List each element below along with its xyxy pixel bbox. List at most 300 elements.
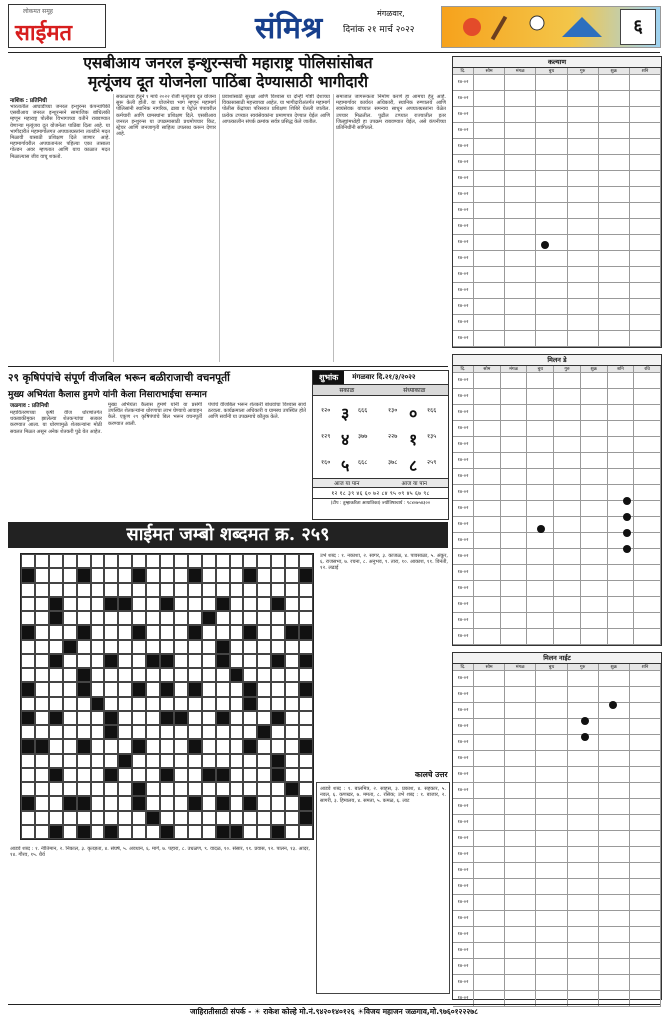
crossword-cell[interactable]	[132, 697, 146, 711]
crossword-cell[interactable]	[230, 554, 244, 568]
crossword-cell[interactable]	[230, 768, 244, 782]
crossword-cell[interactable]	[104, 640, 118, 654]
crossword-cell[interactable]	[188, 754, 202, 768]
crossword-cell[interactable]	[188, 782, 202, 796]
crossword-cell[interactable]	[21, 754, 35, 768]
crossword-cell[interactable]	[63, 654, 77, 668]
crossword-cell[interactable]	[21, 640, 35, 654]
crossword-cell[interactable]	[230, 754, 244, 768]
crossword-cell[interactable]	[202, 640, 216, 654]
crossword-cell[interactable]	[91, 554, 105, 568]
crossword-cell[interactable]	[216, 568, 230, 582]
crossword-cell[interactable]	[146, 640, 160, 654]
crossword-cell[interactable]	[146, 625, 160, 639]
crossword-cell[interactable]	[202, 554, 216, 568]
crossword-cell[interactable]	[91, 625, 105, 639]
crossword-cell[interactable]	[243, 597, 257, 611]
crossword-cell[interactable]	[160, 568, 174, 582]
crossword-cell[interactable]	[243, 768, 257, 782]
crossword-cell[interactable]	[77, 654, 91, 668]
crossword-cell[interactable]	[230, 625, 244, 639]
crossword-cell[interactable]	[104, 739, 118, 753]
crossword-cell[interactable]	[243, 782, 257, 796]
crossword-cell[interactable]	[104, 682, 118, 696]
crossword-cell[interactable]	[21, 825, 35, 839]
crossword-cell[interactable]	[104, 811, 118, 825]
crossword-cell[interactable]	[77, 697, 91, 711]
crossword-cell[interactable]	[174, 568, 188, 582]
crossword-cell[interactable]	[104, 583, 118, 597]
crossword-cell[interactable]	[285, 640, 299, 654]
crossword-cell[interactable]	[49, 554, 63, 568]
crossword-cell[interactable]	[271, 697, 285, 711]
crossword-cell[interactable]	[299, 768, 313, 782]
crossword-cell[interactable]	[174, 611, 188, 625]
crossword-cell[interactable]	[132, 768, 146, 782]
crossword-cell[interactable]	[160, 739, 174, 753]
crossword-cell[interactable]	[63, 711, 77, 725]
crossword-cell[interactable]	[202, 725, 216, 739]
crossword-cell[interactable]	[188, 825, 202, 839]
crossword-cell[interactable]	[118, 583, 132, 597]
crossword-cell[interactable]	[257, 768, 271, 782]
crossword-cell[interactable]	[91, 739, 105, 753]
crossword-cell[interactable]	[35, 611, 49, 625]
crossword-cell[interactable]	[285, 554, 299, 568]
crossword-cell[interactable]	[132, 825, 146, 839]
crossword-cell[interactable]	[160, 625, 174, 639]
crossword-cell[interactable]	[160, 796, 174, 810]
crossword-cell[interactable]	[160, 754, 174, 768]
crossword-cell[interactable]	[188, 697, 202, 711]
crossword-cell[interactable]	[49, 682, 63, 696]
crossword-cell[interactable]	[146, 597, 160, 611]
crossword-cell[interactable]	[243, 825, 257, 839]
crossword-cell[interactable]	[216, 668, 230, 682]
crossword-cell[interactable]	[216, 697, 230, 711]
crossword-cell[interactable]	[230, 782, 244, 796]
crossword-cell[interactable]	[285, 597, 299, 611]
crossword-cell[interactable]	[299, 782, 313, 796]
crossword-cell[interactable]	[202, 682, 216, 696]
crossword-cell[interactable]	[63, 811, 77, 825]
crossword-cell[interactable]	[63, 568, 77, 582]
crossword-cell[interactable]	[49, 583, 63, 597]
crossword-cell[interactable]	[91, 568, 105, 582]
crossword-cell[interactable]	[188, 611, 202, 625]
crossword-cell[interactable]	[174, 697, 188, 711]
crossword-cell[interactable]	[285, 725, 299, 739]
crossword-cell[interactable]	[174, 668, 188, 682]
crossword-cell[interactable]	[243, 654, 257, 668]
crossword-cell[interactable]	[230, 811, 244, 825]
crossword-cell[interactable]	[146, 554, 160, 568]
crossword-cell[interactable]	[257, 640, 271, 654]
crossword-cell[interactable]	[91, 725, 105, 739]
crossword-cell[interactable]	[77, 711, 91, 725]
crossword-cell[interactable]	[132, 725, 146, 739]
crossword-cell[interactable]	[299, 725, 313, 739]
crossword-cell[interactable]	[49, 739, 63, 753]
crossword-cell[interactable]	[230, 697, 244, 711]
crossword-cell[interactable]	[35, 825, 49, 839]
crossword-cell[interactable]	[271, 682, 285, 696]
crossword-cell[interactable]	[21, 697, 35, 711]
crossword-cell[interactable]	[202, 583, 216, 597]
crossword-cell[interactable]	[216, 782, 230, 796]
crossword-cell[interactable]	[118, 825, 132, 839]
crossword-cell[interactable]	[271, 668, 285, 682]
crossword-cell[interactable]	[146, 668, 160, 682]
crossword-cell[interactable]	[216, 554, 230, 568]
crossword-cell[interactable]	[63, 611, 77, 625]
crossword-cell[interactable]	[63, 682, 77, 696]
crossword-cell[interactable]	[285, 796, 299, 810]
crossword-cell[interactable]	[285, 583, 299, 597]
crossword-cell[interactable]	[285, 668, 299, 682]
crossword-cell[interactable]	[146, 796, 160, 810]
crossword-cell[interactable]	[216, 583, 230, 597]
crossword-cell[interactable]	[257, 568, 271, 582]
crossword-cell[interactable]	[271, 796, 285, 810]
crossword-cell[interactable]	[257, 739, 271, 753]
crossword-cell[interactable]	[202, 825, 216, 839]
crossword-cell[interactable]	[299, 554, 313, 568]
crossword-cell[interactable]	[285, 811, 299, 825]
crossword-cell[interactable]	[174, 554, 188, 568]
crossword-cell[interactable]	[49, 754, 63, 768]
crossword-cell[interactable]	[146, 682, 160, 696]
crossword-cell[interactable]	[174, 754, 188, 768]
crossword-cell[interactable]	[35, 654, 49, 668]
crossword-cell[interactable]	[118, 625, 132, 639]
crossword-cell[interactable]	[91, 654, 105, 668]
crossword-cell[interactable]	[243, 554, 257, 568]
crossword-cell[interactable]	[299, 611, 313, 625]
crossword-cell[interactable]	[230, 796, 244, 810]
crossword-cell[interactable]	[146, 711, 160, 725]
crossword-cell[interactable]	[118, 725, 132, 739]
crossword-cell[interactable]	[91, 711, 105, 725]
crossword-cell[interactable]	[118, 611, 132, 625]
crossword-cell[interactable]	[230, 597, 244, 611]
crossword-cell[interactable]	[118, 568, 132, 582]
crossword-cell[interactable]	[63, 739, 77, 753]
crossword-cell[interactable]	[146, 739, 160, 753]
crossword-cell[interactable]	[202, 597, 216, 611]
crossword-cell[interactable]	[174, 625, 188, 639]
crossword-cell[interactable]	[35, 625, 49, 639]
crossword-cell[interactable]	[243, 640, 257, 654]
crossword-cell[interactable]	[257, 583, 271, 597]
crossword-cell[interactable]	[91, 611, 105, 625]
crossword-cell[interactable]	[174, 597, 188, 611]
crossword-cell[interactable]	[35, 568, 49, 582]
crossword-cell[interactable]	[174, 782, 188, 796]
crossword-cell[interactable]	[257, 554, 271, 568]
crossword-cell[interactable]	[146, 697, 160, 711]
crossword-cell[interactable]	[299, 640, 313, 654]
crossword-cell[interactable]	[188, 711, 202, 725]
crossword-cell[interactable]	[243, 811, 257, 825]
crossword-cell[interactable]	[257, 682, 271, 696]
crossword-cell[interactable]	[216, 682, 230, 696]
crossword-cell[interactable]	[104, 796, 118, 810]
crossword-cell[interactable]	[285, 711, 299, 725]
crossword-cell[interactable]	[285, 768, 299, 782]
crossword-cell[interactable]	[35, 711, 49, 725]
crossword-cell[interactable]	[21, 554, 35, 568]
crossword-cell[interactable]	[271, 739, 285, 753]
crossword-cell[interactable]	[271, 583, 285, 597]
crossword-cell[interactable]	[21, 725, 35, 739]
crossword-cell[interactable]	[35, 554, 49, 568]
crossword-cell[interactable]	[104, 754, 118, 768]
crossword-cell[interactable]	[285, 697, 299, 711]
crossword-cell[interactable]	[49, 625, 63, 639]
crossword-cell[interactable]	[285, 654, 299, 668]
crossword-cell[interactable]	[174, 682, 188, 696]
crossword-cell[interactable]	[132, 611, 146, 625]
crossword-cell[interactable]	[35, 782, 49, 796]
crossword-cell[interactable]	[49, 668, 63, 682]
crossword-cell[interactable]	[49, 796, 63, 810]
crossword-cell[interactable]	[35, 754, 49, 768]
crossword-cell[interactable]	[146, 754, 160, 768]
crossword-cell[interactable]	[118, 654, 132, 668]
crossword-cell[interactable]	[160, 697, 174, 711]
crossword-cell[interactable]	[285, 739, 299, 753]
crossword-cell[interactable]	[63, 625, 77, 639]
crossword-cell[interactable]	[216, 811, 230, 825]
crossword-cell[interactable]	[243, 754, 257, 768]
crossword-cell[interactable]	[188, 654, 202, 668]
crossword-cell[interactable]	[118, 682, 132, 696]
crossword-cell[interactable]	[188, 583, 202, 597]
crossword-cell[interactable]	[160, 640, 174, 654]
crossword-cell[interactable]	[35, 640, 49, 654]
crossword-cell[interactable]	[160, 668, 174, 682]
crossword-cell[interactable]	[160, 583, 174, 597]
crossword-cell[interactable]	[118, 668, 132, 682]
crossword-cell[interactable]	[271, 625, 285, 639]
crossword-cell[interactable]	[230, 640, 244, 654]
crossword-cell[interactable]	[202, 754, 216, 768]
crossword-cell[interactable]	[91, 597, 105, 611]
crossword-cell[interactable]	[63, 583, 77, 597]
crossword-cell[interactable]	[132, 711, 146, 725]
crossword-cell[interactable]	[21, 597, 35, 611]
crossword-cell[interactable]	[257, 811, 271, 825]
crossword-cell[interactable]	[271, 725, 285, 739]
crossword-cell[interactable]	[77, 611, 91, 625]
crossword-cell[interactable]	[49, 725, 63, 739]
crossword-cell[interactable]	[63, 754, 77, 768]
crossword-cell[interactable]	[146, 825, 160, 839]
crossword-cell[interactable]	[104, 568, 118, 582]
crossword-cell[interactable]	[77, 811, 91, 825]
crossword-cell[interactable]	[35, 725, 49, 739]
crossword-cell[interactable]	[285, 682, 299, 696]
crossword-cell[interactable]	[77, 640, 91, 654]
crossword-cell[interactable]	[35, 811, 49, 825]
crossword-cell[interactable]	[174, 654, 188, 668]
crossword-cell[interactable]	[243, 711, 257, 725]
crossword-cell[interactable]	[35, 682, 49, 696]
crossword-cell[interactable]	[91, 682, 105, 696]
crossword-cell[interactable]	[216, 725, 230, 739]
crossword-cell[interactable]	[257, 782, 271, 796]
crossword-cell[interactable]	[160, 811, 174, 825]
crossword-cell[interactable]	[77, 754, 91, 768]
crossword-cell[interactable]	[188, 668, 202, 682]
crossword-cell[interactable]	[63, 668, 77, 682]
crossword-cell[interactable]	[257, 625, 271, 639]
crossword-cell[interactable]	[21, 654, 35, 668]
crossword-cell[interactable]	[160, 554, 174, 568]
crossword-cell[interactable]	[285, 825, 299, 839]
crossword-cell[interactable]	[146, 568, 160, 582]
crossword-cell[interactable]	[174, 811, 188, 825]
crossword-cell[interactable]	[118, 811, 132, 825]
crossword-cell[interactable]	[230, 682, 244, 696]
crossword-cell[interactable]	[146, 611, 160, 625]
crossword-cell[interactable]	[91, 768, 105, 782]
crossword-cell[interactable]	[230, 654, 244, 668]
crossword-cell[interactable]	[257, 711, 271, 725]
crossword-cell[interactable]	[202, 625, 216, 639]
crossword-cell[interactable]	[285, 568, 299, 582]
crossword-cell[interactable]	[49, 811, 63, 825]
crossword-cell[interactable]	[188, 640, 202, 654]
crossword-cell[interactable]	[257, 654, 271, 668]
crossword-cell[interactable]	[118, 640, 132, 654]
crossword-cell[interactable]	[188, 725, 202, 739]
crossword-cell[interactable]	[299, 711, 313, 725]
crossword-cell[interactable]	[285, 754, 299, 768]
crossword-cell[interactable]	[243, 668, 257, 682]
crossword-cell[interactable]	[132, 640, 146, 654]
crossword-cell[interactable]	[243, 611, 257, 625]
crossword-cell[interactable]	[257, 796, 271, 810]
crossword-cell[interactable]	[63, 768, 77, 782]
crossword-cell[interactable]	[188, 597, 202, 611]
crossword-cell[interactable]	[118, 739, 132, 753]
crossword-cell[interactable]	[91, 583, 105, 597]
crossword-cell[interactable]	[77, 782, 91, 796]
crossword-cell[interactable]	[132, 597, 146, 611]
crossword-cell[interactable]	[243, 725, 257, 739]
crossword-cell[interactable]	[174, 725, 188, 739]
crossword-cell[interactable]	[35, 597, 49, 611]
crossword-cell[interactable]	[216, 754, 230, 768]
crossword-cell[interactable]	[49, 697, 63, 711]
crossword-cell[interactable]	[35, 768, 49, 782]
crossword-cell[interactable]	[146, 768, 160, 782]
crossword-cell[interactable]	[271, 554, 285, 568]
crossword-cell[interactable]	[132, 554, 146, 568]
crossword-cell[interactable]	[202, 668, 216, 682]
crossword-cell[interactable]	[132, 811, 146, 825]
crossword-cell[interactable]	[49, 782, 63, 796]
crossword-cell[interactable]	[299, 583, 313, 597]
crossword-cell[interactable]	[160, 782, 174, 796]
crossword-cell[interactable]	[202, 711, 216, 725]
crossword-cell[interactable]	[35, 697, 49, 711]
crossword-cell[interactable]	[230, 568, 244, 582]
crossword-cell[interactable]	[91, 782, 105, 796]
crossword-cell[interactable]	[160, 725, 174, 739]
crossword-cell[interactable]	[299, 754, 313, 768]
crossword-cell[interactable]	[91, 754, 105, 768]
crossword-cell[interactable]	[271, 568, 285, 582]
crossword-cell[interactable]	[243, 583, 257, 597]
crossword-grid[interactable]	[20, 553, 314, 840]
crossword-cell[interactable]	[174, 825, 188, 839]
crossword-cell[interactable]	[257, 668, 271, 682]
crossword-cell[interactable]	[230, 739, 244, 753]
crossword-cell[interactable]	[21, 768, 35, 782]
crossword-cell[interactable]	[230, 725, 244, 739]
crossword-cell[interactable]	[118, 796, 132, 810]
crossword-cell[interactable]	[77, 583, 91, 597]
crossword-cell[interactable]	[257, 611, 271, 625]
crossword-cell[interactable]	[285, 611, 299, 625]
crossword-cell[interactable]	[132, 583, 146, 597]
crossword-cell[interactable]	[202, 654, 216, 668]
crossword-cell[interactable]	[202, 796, 216, 810]
crossword-cell[interactable]	[91, 796, 105, 810]
crossword-cell[interactable]	[202, 782, 216, 796]
crossword-cell[interactable]	[146, 725, 160, 739]
crossword-cell[interactable]	[216, 625, 230, 639]
crossword-cell[interactable]	[132, 754, 146, 768]
crossword-cell[interactable]	[202, 568, 216, 582]
crossword-cell[interactable]	[202, 811, 216, 825]
crossword-cell[interactable]	[188, 768, 202, 782]
crossword-cell[interactable]	[104, 668, 118, 682]
crossword-cell[interactable]	[104, 697, 118, 711]
crossword-cell[interactable]	[202, 739, 216, 753]
crossword-cell[interactable]	[21, 611, 35, 625]
crossword-cell[interactable]	[299, 697, 313, 711]
crossword-cell[interactable]	[230, 583, 244, 597]
crossword-cell[interactable]	[271, 782, 285, 796]
crossword-cell[interactable]	[146, 583, 160, 597]
crossword-cell[interactable]	[271, 640, 285, 654]
crossword-cell[interactable]	[118, 697, 132, 711]
crossword-cell[interactable]	[257, 697, 271, 711]
crossword-cell[interactable]	[118, 554, 132, 568]
crossword-cell[interactable]	[230, 711, 244, 725]
crossword-cell[interactable]	[174, 583, 188, 597]
crossword-cell[interactable]	[21, 583, 35, 597]
crossword-cell[interactable]	[299, 668, 313, 682]
crossword-cell[interactable]	[216, 739, 230, 753]
crossword-cell[interactable]	[216, 611, 230, 625]
crossword-cell[interactable]	[174, 796, 188, 810]
crossword-cell[interactable]	[132, 654, 146, 668]
crossword-cell[interactable]	[118, 768, 132, 782]
crossword-cell[interactable]	[299, 597, 313, 611]
crossword-cell[interactable]	[174, 768, 188, 782]
crossword-cell[interactable]	[257, 754, 271, 768]
crossword-cell[interactable]	[77, 597, 91, 611]
crossword-cell[interactable]	[257, 597, 271, 611]
crossword-cell[interactable]	[188, 811, 202, 825]
crossword-cell[interactable]	[63, 554, 77, 568]
crossword-cell[interactable]	[160, 611, 174, 625]
